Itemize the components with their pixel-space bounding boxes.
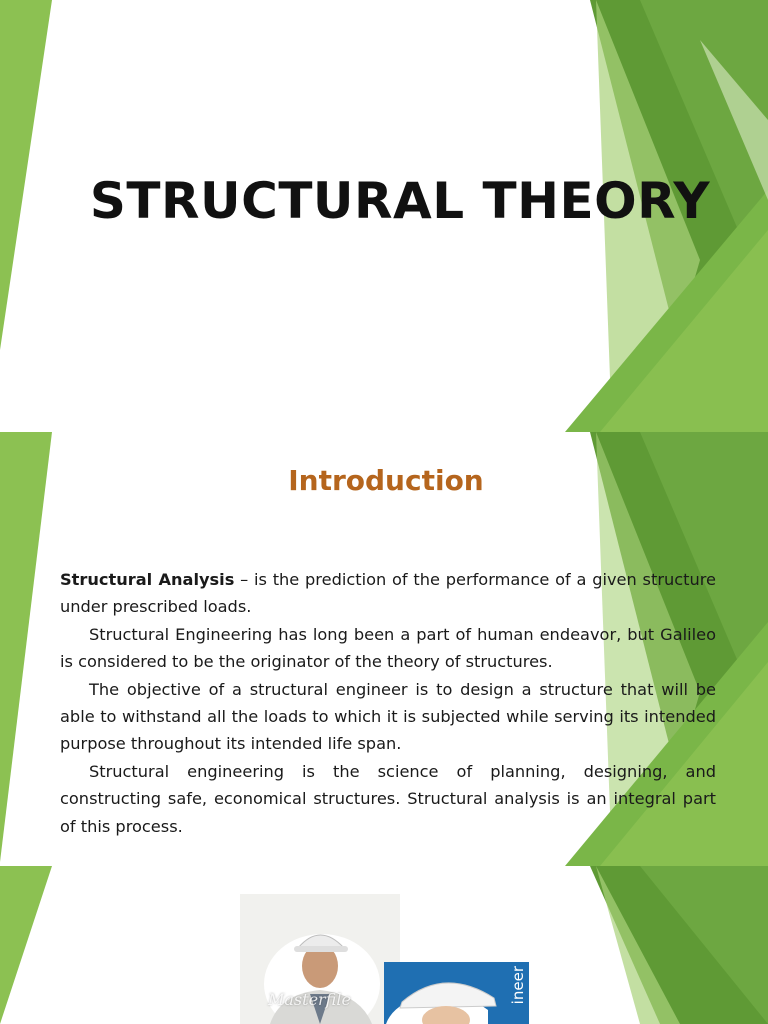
engineer-man-photo	[240, 894, 400, 1024]
slide-introduction	[0, 432, 768, 866]
paragraph-objective: The objective of a structural engineer is to design a structure that will be able to withstand all the loads to which it is subjected while serving its intended purpose throughout its intended life span.	[60, 679, 716, 754]
section-heading: Introduction	[288, 464, 484, 497]
photo-caption-text: ineer	[509, 966, 527, 1005]
engineer-woman-photo	[384, 962, 529, 1024]
watermark-text: Masterfile	[268, 990, 351, 1009]
body-text	[60, 566, 716, 840]
slide-title-text: STRUCTURAL THEORY	[89, 172, 711, 230]
paragraph-history: Structural Engineering has long been a part of human endeavor, but Galileo is considered to be the originator of the theory of structures.	[60, 624, 716, 672]
term-structural-analysis: Structural Analysis	[60, 570, 235, 589]
slide-photos	[0, 866, 768, 1024]
definition-text: – is the prediction of the performance of a given structure under prescribed loads.	[60, 570, 717, 617]
paragraph-definition: Structural engineering is the science of planning, designing, and constructing safe, economical structures. Structural analysis is an integral part of this process.	[60, 761, 716, 836]
slide-title	[0, 0, 768, 432]
engineer-woman-icon	[384, 962, 529, 1024]
paragraph-structural-analysis	[60, 566, 716, 621]
